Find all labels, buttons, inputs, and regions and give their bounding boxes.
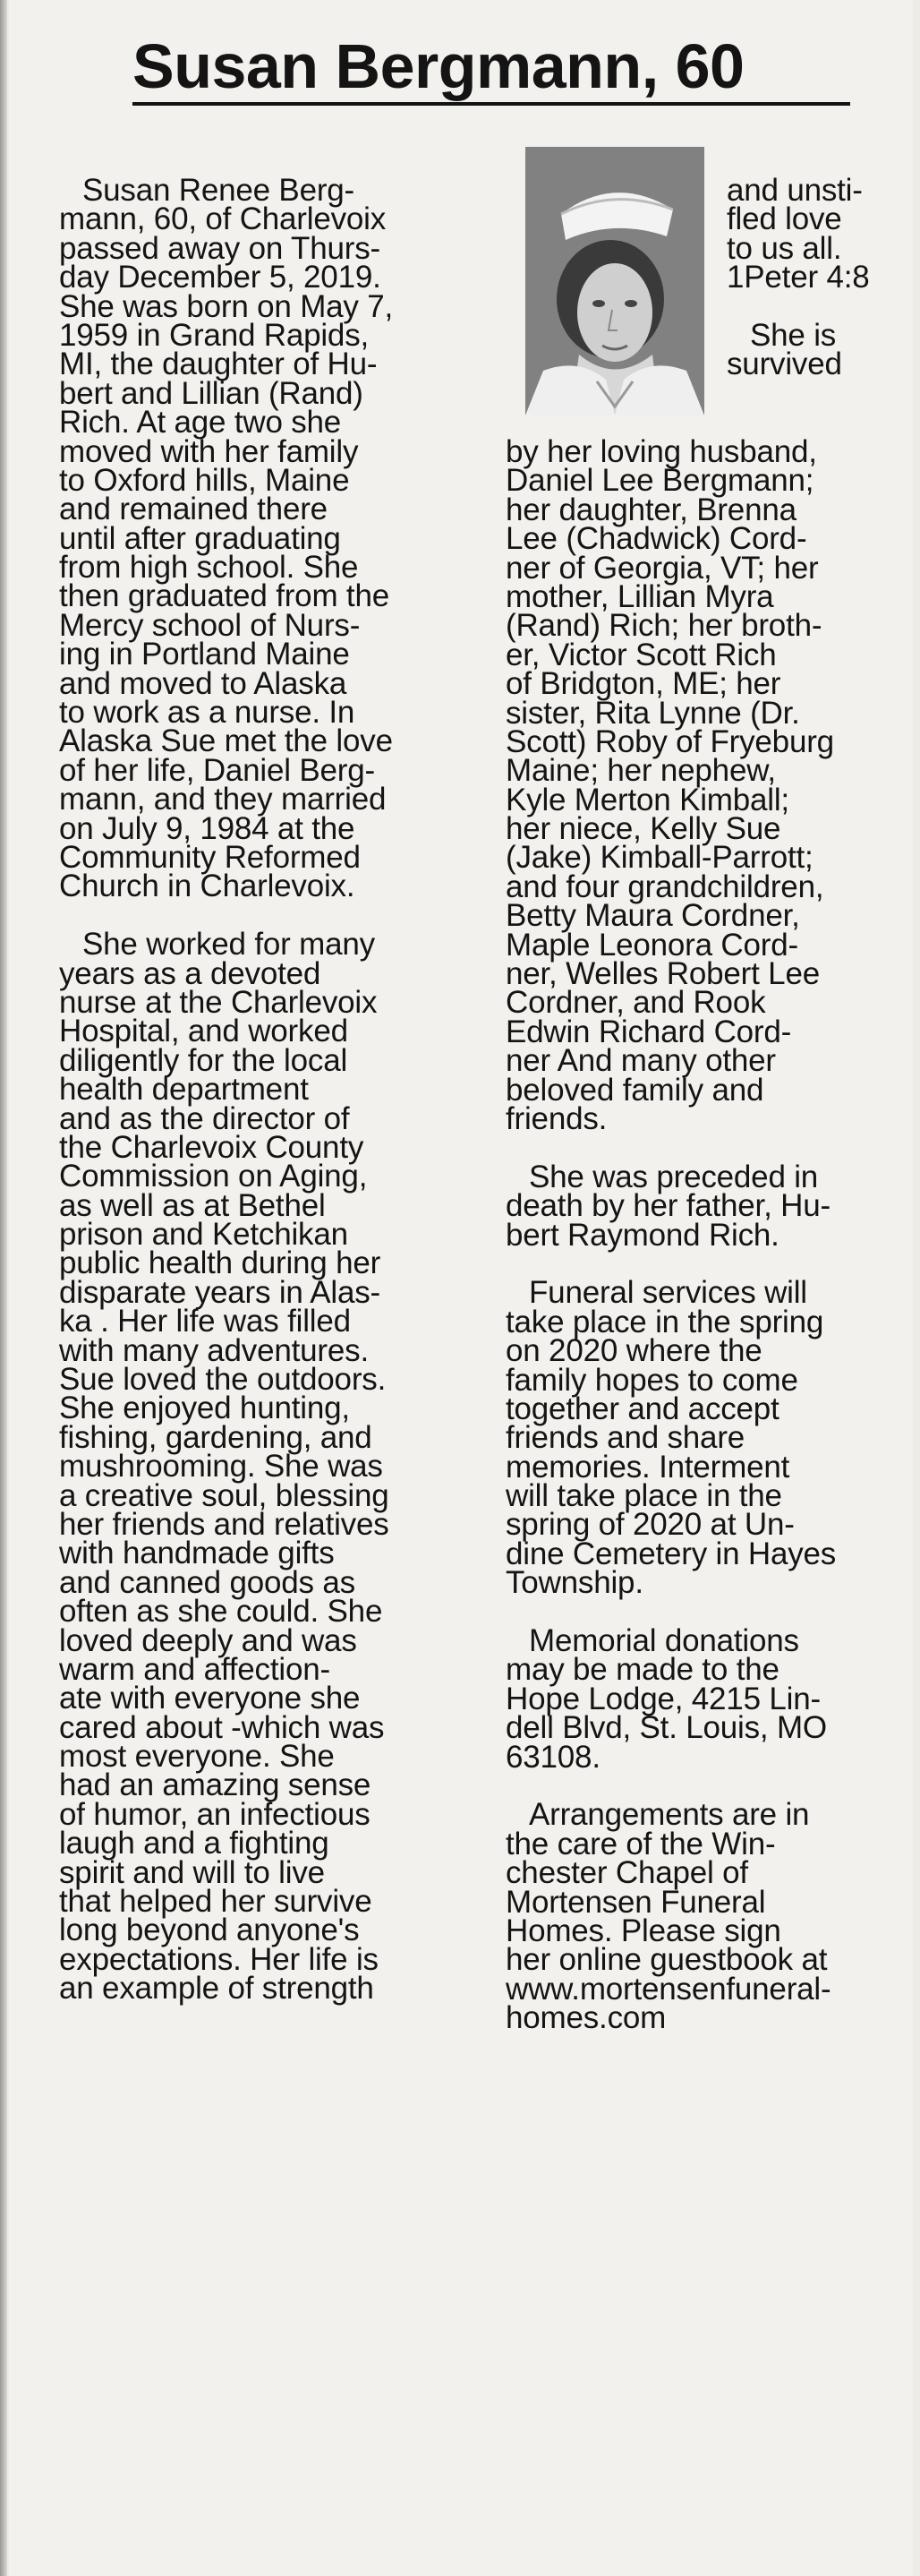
text-line: memories. Interment xyxy=(506,1449,790,1485)
text-line: to us all. xyxy=(727,230,842,266)
text-line: Maine; her nephew, xyxy=(506,753,776,789)
text-line: and unsti- xyxy=(727,173,863,208)
text-line: her friends and relatives xyxy=(59,1506,389,1542)
text-line: an example of strength xyxy=(59,1971,374,2007)
text-line: long beyond anyone's xyxy=(59,1913,360,1948)
text-line: She was preceded in xyxy=(529,1159,819,1194)
blank-line xyxy=(506,1134,836,1162)
text-line: from high school. She xyxy=(59,550,359,586)
text-line: death by her father, Hu- xyxy=(506,1188,831,1224)
text-line: of humor, an infectious xyxy=(59,1796,371,1832)
text-line: chester Chapel of xyxy=(506,1855,748,1891)
text-line: Daniel Lee Bergmann; xyxy=(506,463,814,499)
text-line: Mercy school of Nurs- xyxy=(59,607,361,643)
text-line: ing in Portland Maine xyxy=(59,637,350,672)
obituary-title: Susan Bergmann, 60 xyxy=(132,31,745,101)
text-line: and remained there xyxy=(59,492,328,527)
text-line: www.mortensenfuneral- xyxy=(506,1971,831,2007)
text-line: mann, and they married xyxy=(59,782,387,817)
text-line: take place in the spring xyxy=(506,1304,824,1339)
text-line: as well as at Bethel xyxy=(59,1187,326,1223)
text-line: that helped her survive xyxy=(59,1884,372,1920)
text-line: Memorial donations xyxy=(529,1623,799,1659)
text-line: Scott) Roby of Fryeburg xyxy=(506,723,834,759)
text-line: Betty Maura Cordner, xyxy=(506,898,800,934)
text-line: Rich. At age two she xyxy=(59,405,342,441)
text-line: Arrangements are in xyxy=(529,1797,810,1833)
text-line: She was born on May 7, xyxy=(59,288,394,324)
text-line: by her loving husband, xyxy=(506,434,817,469)
text-line: bert and Lillian (Rand) xyxy=(59,375,363,411)
text-line: homes.com xyxy=(506,2000,667,2036)
text-line: bert Raymond Rich. xyxy=(506,1217,779,1253)
title-underline xyxy=(132,102,850,106)
text-line: most everyone. She xyxy=(59,1739,335,1775)
text-line: on July 9, 1984 at the xyxy=(59,810,355,846)
text-line: and four grandchildren, xyxy=(506,869,824,904)
text-line: and as the director of xyxy=(59,1100,350,1136)
text-line: Lee (Chadwick) Cord- xyxy=(506,521,807,557)
text-line: a creative soul, blessing xyxy=(59,1477,389,1513)
text-line: Community Reformed xyxy=(59,839,361,875)
text-line: laugh and a fighting xyxy=(59,1826,329,1861)
page-edge xyxy=(0,0,7,2576)
text-line: She is xyxy=(750,317,837,353)
text-line: may be made to the xyxy=(506,1652,779,1688)
text-line: Mortensen Funeral xyxy=(506,1884,766,1920)
text-line: Homes. Please sign xyxy=(506,1913,781,1948)
text-line: family hopes to come xyxy=(506,1362,798,1398)
text-line: the care of the Win- xyxy=(506,1826,776,1861)
text-line: mushrooming. She was xyxy=(59,1449,383,1485)
text-line: and moved to Alaska xyxy=(59,665,347,701)
text-line: passed away on Thurs- xyxy=(59,230,380,266)
text-line: until after graduating xyxy=(59,520,341,556)
right-top-column xyxy=(727,173,870,382)
text-line: MI, the daughter of Hu- xyxy=(59,347,378,382)
text-line: friends and share xyxy=(506,1420,745,1456)
text-line: moved with her family xyxy=(59,433,359,469)
text-line: fled love xyxy=(727,201,842,237)
text-line: Funeral services will xyxy=(529,1275,807,1311)
text-line: She enjoyed hunting, xyxy=(59,1391,350,1426)
text-line: with many adventures. xyxy=(59,1332,369,1368)
text-line: of Bridgton, ME; her xyxy=(506,666,781,702)
text-line: She worked for many xyxy=(82,927,375,963)
text-line: to Oxford hills, Maine xyxy=(59,462,350,498)
text-line: nurse at the Charlevoix xyxy=(59,984,378,1020)
left-column xyxy=(59,173,394,2007)
text-line: Church in Charlevoix. xyxy=(59,869,355,904)
text-line: diligently for the local xyxy=(59,1042,348,1078)
text-line: fishing, gardening, and xyxy=(59,1419,372,1455)
text-line: Edwin Richard Cord- xyxy=(506,1014,792,1049)
text-line: ate with everyone she xyxy=(59,1681,361,1716)
text-line: her niece, Kelly Sue xyxy=(506,811,781,847)
text-line: then graduated from the xyxy=(59,578,389,614)
text-line: survived xyxy=(727,347,842,382)
portrait-photo xyxy=(525,147,704,415)
text-line: dine Cemetery in Hayes xyxy=(506,1536,837,1571)
text-line: 1959 in Grand Rapids, xyxy=(59,317,370,353)
text-line: beloved family and xyxy=(506,1072,764,1108)
text-line: spirit and will to live xyxy=(59,1854,325,1890)
text-line: years as a devoted xyxy=(59,955,321,991)
text-line: Susan Renee Berg- xyxy=(82,173,355,208)
text-line: Hope Lodge, 4215 Lin- xyxy=(506,1681,821,1716)
text-line: (Rand) Rich; her broth- xyxy=(506,608,822,644)
text-line: mother, Lillian Myra xyxy=(506,578,774,614)
text-line: Alaska Sue met the love xyxy=(59,723,393,759)
text-line: mann, 60, of Charlevoix xyxy=(59,201,387,237)
text-line: prison and Ketchikan xyxy=(59,1217,348,1253)
text-line: spring of 2020 at Un- xyxy=(506,1507,795,1543)
text-line: her daughter, Brenna xyxy=(506,492,796,527)
text-line: day December 5, 2019. xyxy=(59,260,381,295)
text-line: cared about -which was xyxy=(59,1709,385,1745)
text-line: her online guestbook at xyxy=(506,1942,828,1978)
text-line: the Charlevoix County xyxy=(59,1129,364,1165)
text-line: Commission on Aging, xyxy=(59,1159,368,1194)
text-line: 63108. xyxy=(506,1739,601,1775)
text-line: on 2020 where the xyxy=(506,1333,762,1369)
text-line: warm and affection- xyxy=(59,1651,330,1687)
text-line: Cordner, and Rook xyxy=(506,985,766,1021)
text-line: loved deeply and was xyxy=(59,1622,357,1658)
text-line: had an amazing sense xyxy=(59,1767,371,1803)
text-line: friends. xyxy=(506,1100,608,1136)
text-line: Kyle Merton Kimball; xyxy=(506,782,789,817)
text-line: will take place in the xyxy=(506,1478,782,1514)
text-line: with handmade gifts xyxy=(59,1536,335,1571)
text-line: sister, Rita Lynne (Dr. xyxy=(506,695,800,731)
text-line: health department xyxy=(59,1072,309,1108)
text-line: Township. xyxy=(506,1565,643,1601)
text-line: dell Blvd, St. Louis, MO xyxy=(506,1710,827,1746)
text-line: ka . Her life was filled xyxy=(59,1304,351,1339)
text-line: (Jake) Kimball-Parrott; xyxy=(506,840,814,876)
text-line: Hospital, and worked xyxy=(59,1014,348,1049)
text-line: often as she could. She xyxy=(59,1594,383,1630)
right-column xyxy=(506,434,837,2036)
text-line: ner, Welles Robert Lee xyxy=(506,956,820,992)
text-line: together and accept xyxy=(506,1391,779,1426)
text-line: to work as a nurse. In xyxy=(59,695,355,731)
portrait-photo-icon xyxy=(525,147,704,415)
text-line: and canned goods as xyxy=(59,1564,355,1600)
text-line: expectations. Her life is xyxy=(59,1941,379,1977)
text-line: 1Peter 4:8 xyxy=(727,260,870,295)
text-line: disparate years in Alas- xyxy=(59,1274,380,1310)
text-line: er, Victor Scott Rich xyxy=(506,637,777,672)
text-line: ner of Georgia, VT; her xyxy=(506,550,819,586)
text-line: of her life, Daniel Berg- xyxy=(59,752,375,788)
text-line: public health during her xyxy=(59,1245,381,1281)
text-line: Sue loved the outdoors. xyxy=(59,1362,387,1398)
text-line: Maple Leonora Cord- xyxy=(506,927,798,963)
text-line: ner And many other xyxy=(506,1043,776,1079)
